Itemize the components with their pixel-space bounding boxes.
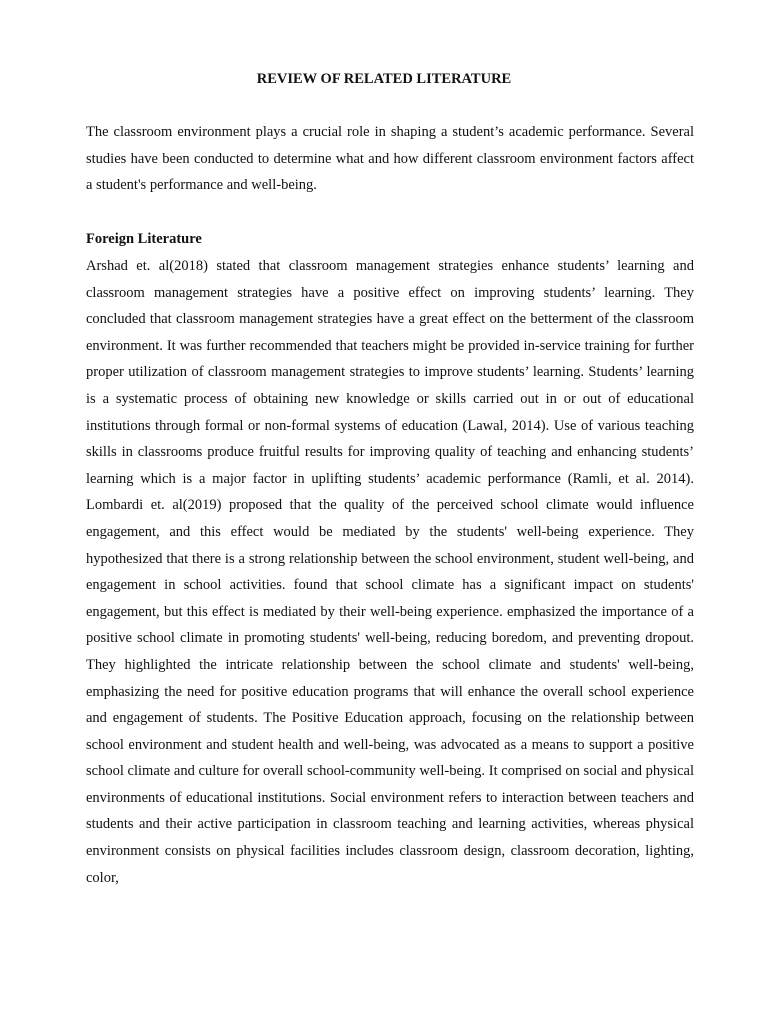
document-title: REVIEW OF RELATED LITERATURE — [256, 71, 512, 87]
section-paragraph: Arshad et. al(2018) stated that classroom management strategies enhance students’ learning and classroom management strategies have a positive effect on improving students’ learning. They concluded that classroom management strategies have a great effect on the betterment of the classroom environment. It was further recommended that teachers might be provided in-service training for further proper utilization of classroom management strategies to improve students’ learning. Students’ learning is a systematic process of obtaining new knowledge or skills carried out in or out of educational institutions through formal or non-formal systems of education (Lawal, 2014). Use of various teaching skills in classrooms produce fruitful results for improving quality of teaching and enhancing students’ learning which is a major factor in uplifting students’ academic performance (Ramli, et al. 2014). Lombardi et. al(2019) proposed that the quality of the perceived school climate would influence engagement, and this effect would be mediated by the students' well-being experience. They hypothesized that there is a strong relationship between the school environment, student well-being, and engagement in school activities. found that school climate has a significant impact on students' engagement, but this effect is mediated by their well-being experience. emphasized the importance of a positive school climate in promoting students' well-being, reducing boredom, and preventing dropout. They highlighted the intricate relationship between the school climate and students' well-being, emphasizing the need for positive education programs that will enhance the overall school experience and engagement of students. The Positive Education approach, focusing on the relationship between school environment and student health and well-being, was advocated as a means to support a positive school climate and culture for overall school-community well-being. It comprised on social and physical environments of educational institutions. Social environment refers to interaction between teachers and students and their active participation in classroom teaching and learning activities, whereas physical environment consists on physical facilities includes classroom design, classroom decoration, lighting, color, — [86, 258, 694, 886]
section-heading: Foreign Literature — [86, 231, 202, 247]
intro-paragraph: The classroom environment plays a crucial role in shaping a student’s academic performance. Several studies have been conducted to determine what and how different classroom environment factors affect a student's performance and well-being. — [86, 124, 694, 194]
